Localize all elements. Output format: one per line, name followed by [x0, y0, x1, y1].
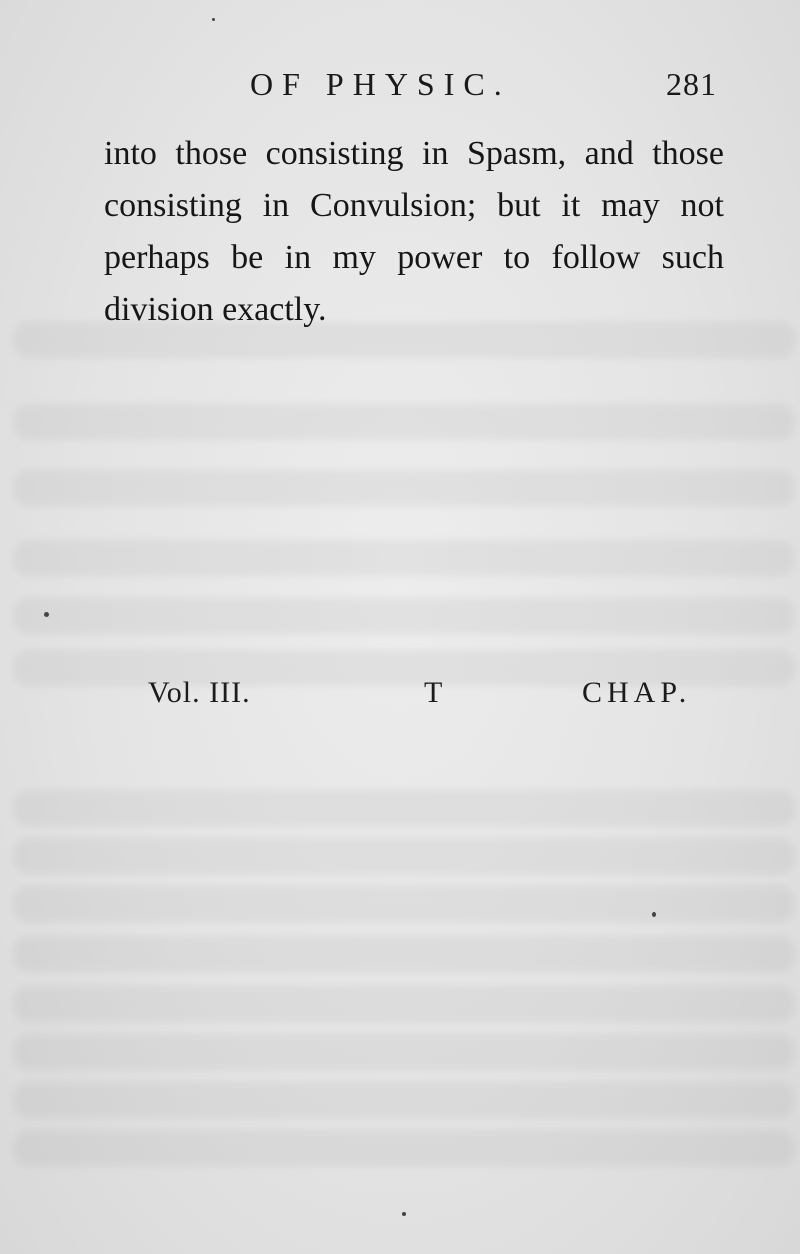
text-line: consisting in Convulsion; but it may not [104, 187, 724, 224]
paper-speck [652, 912, 656, 917]
body-text [104, 128, 724, 336]
running-head [0, 66, 800, 110]
paper-speck [44, 612, 49, 617]
volume-signature: Vol. III. [148, 676, 251, 709]
catchword: CHAP. [582, 676, 692, 709]
text-line: into those consisting in Spasm, and those [104, 135, 724, 172]
signature-mark: T [424, 676, 443, 709]
page-footer [0, 676, 800, 720]
text-line: perhaps be in my power to follow such [104, 239, 724, 276]
running-title: OF PHYSIC. [250, 66, 511, 102]
text-line: division exactly. [104, 291, 327, 328]
paper-speck [402, 1212, 406, 1216]
page-number: 281 [666, 66, 717, 102]
paper-speck [212, 18, 215, 21]
